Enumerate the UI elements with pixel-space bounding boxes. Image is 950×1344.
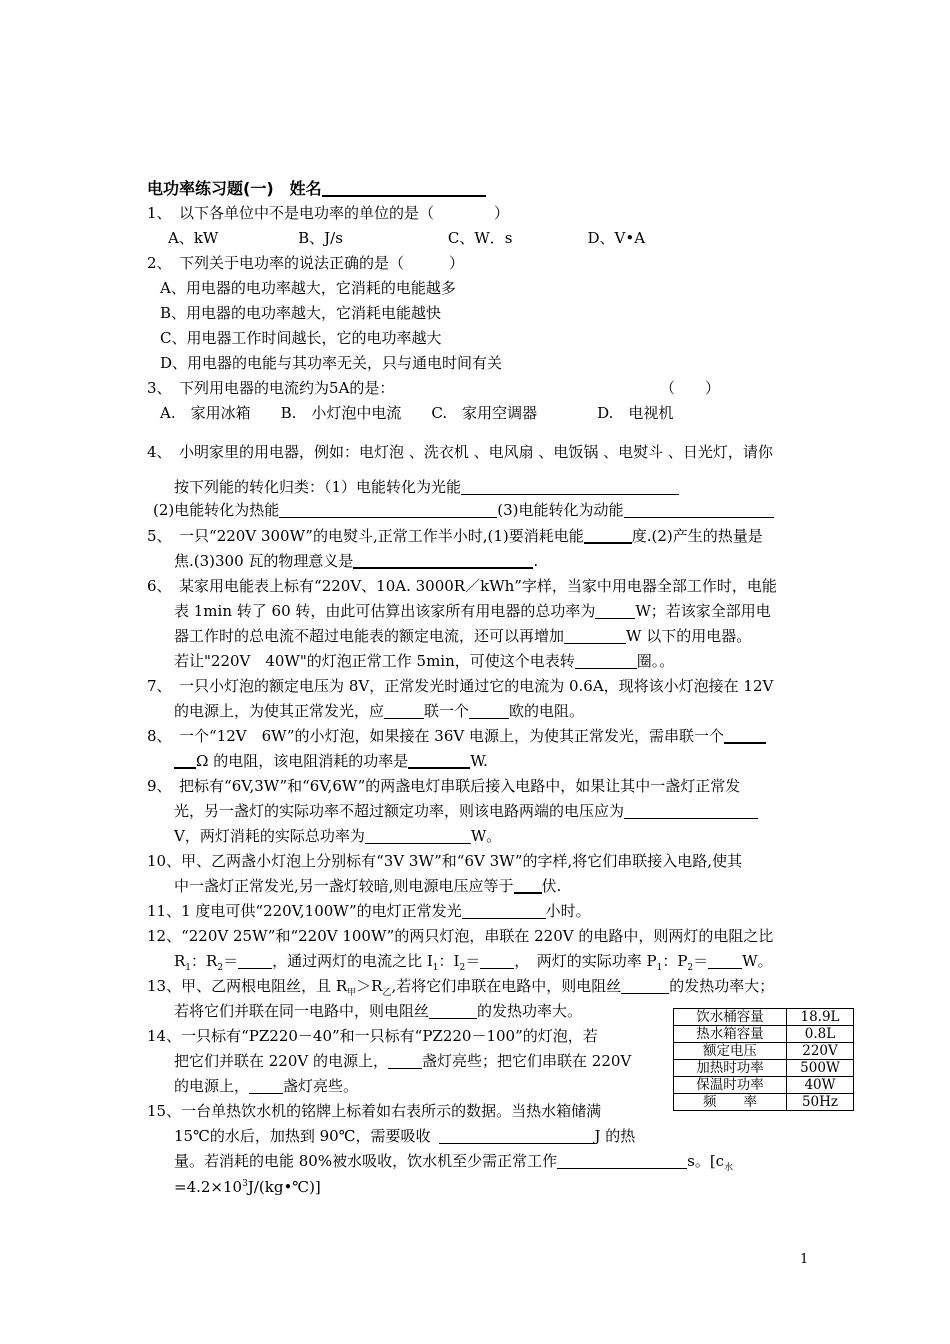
name-blank[interactable] bbox=[322, 179, 486, 197]
answer-blank[interactable] bbox=[557, 1152, 687, 1169]
answer-blank[interactable] bbox=[238, 952, 272, 969]
answer-blank[interactable] bbox=[469, 702, 509, 719]
question-8-line-2: Ω 的电阻，该电阻消耗的功率是 W. bbox=[174, 751, 488, 771]
question-10: 10、甲、乙两盏小灯泡上分别标有“3V 3W”和“6V 3W”的字样,将它们串联接入电路,使其 bbox=[147, 852, 743, 870]
answer-blank[interactable] bbox=[408, 751, 470, 769]
water-dispenser-spec-table bbox=[673, 1008, 854, 1111]
page-title: 电功率练习题(一) 姓名 bbox=[147, 179, 486, 199]
answer-blank[interactable] bbox=[564, 627, 626, 644]
answer-blank[interactable] bbox=[621, 977, 669, 994]
question-12-line-2: $R_1$：$R_2=$ ，通过两灯的电流之比 $I_1$：$I_2=$ ， 两灯的实际功率 $P_1$：$P_2= W$。 bbox=[174, 952, 773, 973]
answer-blank[interactable] bbox=[624, 802, 758, 819]
table-row: 加热时功率 500W bbox=[674, 1060, 854, 1077]
question-4-line-2: 按下列能的转化归类：（1）电能转化为光能 bbox=[174, 477, 679, 497]
question-14-line-2: 把它们并联在 220V 的电源上， 盏灯亮些；把它们串联在 220V bbox=[174, 1052, 632, 1070]
answer-blank[interactable] bbox=[388, 1052, 422, 1069]
question-2: 2、 下列关于电功率的说法正确的是（ ） bbox=[147, 254, 465, 272]
table-row: 保温时功率 40W bbox=[674, 1077, 854, 1094]
question-12: 12、“220V 25W”和“220V 100W”的两只灯泡，串联在 220V 的电路中，则两灯的电阻之比 bbox=[147, 927, 774, 945]
answer-blank[interactable] bbox=[353, 551, 533, 569]
question-7-line-2: 的电源上，为使其正常发光，应 联一个 欧的电阻。 bbox=[174, 702, 585, 720]
question-14-line-3: 的电源上， 盏灯亮些。 bbox=[174, 1077, 359, 1095]
question-15: 15、一台单热饮水机的铭牌上标着如右表所示的数据。当热水箱储满 bbox=[147, 1102, 602, 1120]
question-15-line-3: 量。若消耗的电能 80%被水吸收，饮水机至少需正常工作 s。[$c_水$ bbox=[174, 1152, 734, 1173]
question-6: 6、 某家用电能表上标有“220V、10A. 3000R／kWh”字样，当家中用电器全部工作时，电能 bbox=[147, 577, 777, 595]
question-3-options: A. 家用冰箱 B. 小灯泡中电流 C. 家用空调器 D. 电视机 bbox=[160, 404, 674, 422]
question-8: 8、 一个“12V 6W”的小灯泡，如果接在 36V 电源上，为使其正常发光，需串联一个 bbox=[147, 726, 766, 746]
question-13-line-2: 若将它们并联在同一电路中，则电阻丝 的发热功率大。 bbox=[174, 1002, 583, 1020]
question-2-option-d: D、用电器的电能与其功率无关，只与通电时间有关 bbox=[160, 354, 503, 372]
answer-blank[interactable] bbox=[174, 751, 196, 769]
question-3: 3、 下列用电器的电流约为5A的是： bbox=[147, 379, 395, 397]
answer-blank[interactable] bbox=[365, 827, 471, 844]
table-row: 额定电压 220V bbox=[674, 1043, 854, 1060]
question-6-line-3: 器工作时的总电流不超过电能表的额定电流，还可以再增加 W 以下的用电器。 bbox=[174, 627, 752, 645]
table-row: 热水箱容量 0.8L bbox=[674, 1026, 854, 1043]
answer-blank[interactable] bbox=[514, 876, 542, 894]
question-15-line-4: $=4.2\times 10^3J/(kg•℃)$] bbox=[174, 1178, 321, 1196]
question-1-options: A、kW B、J/s C、W．s D、V•A bbox=[168, 229, 646, 247]
answer-blank[interactable] bbox=[249, 1077, 283, 1094]
question-9-line-2: 光，另一盏灯的实际功率不超过额定功率，则该电路两端的电压应为 bbox=[174, 801, 758, 821]
answer-blank[interactable] bbox=[724, 726, 766, 744]
answer-blank[interactable] bbox=[384, 702, 424, 719]
table-row: 频 率 50Hz bbox=[674, 1094, 854, 1111]
answer-blank[interactable] bbox=[462, 902, 546, 919]
question-2-option-b: B、用电器的电功率越大，它消耗电能越快 bbox=[160, 304, 442, 322]
question-6-line-2: 表 1min 转了 60 转，由此可估算出该家所有用电器的总功率为 W；若该家全部用电 bbox=[174, 602, 771, 620]
question-3-answer-bracket: （ ） bbox=[660, 379, 721, 397]
question-14: 14、一只标有“PZ220－40”和一只标有“PZ220－100”的灯泡，若 bbox=[147, 1027, 598, 1045]
answer-blank[interactable] bbox=[575, 652, 637, 669]
question-4: 4、 小明家里的用电器，例如：电灯泡 、洗衣机 、电风扇 、电饭锅 、电熨斗 、日光灯，请你 bbox=[147, 443, 773, 461]
answer-blank[interactable] bbox=[584, 526, 632, 544]
question-9: 9、 把标有“6V,3W”和“6V,6W”的两盏电灯串联后接入电路中，如果让其中一盏灯正常发 bbox=[147, 777, 741, 795]
question-11: 11、1 度电可供“220V,100W”的电灯正常发光 小时。 bbox=[147, 902, 591, 920]
question-4-line-3: (2)电能转化为热能 (3)电能转化为动能 bbox=[153, 500, 774, 520]
answer-blank[interactable] bbox=[429, 1002, 477, 1019]
question-5: 5、 一只“220V 300W”的电熨斗,正常工作半小时,(1)要消耗电能 度.(2)产生的热量是 bbox=[147, 527, 763, 545]
answer-blank[interactable] bbox=[461, 478, 679, 495]
question-2-option-c: C、用电器工作时间越长，它的电功率越大 bbox=[160, 329, 442, 347]
table-row: 饮水桶容量 18.9L bbox=[674, 1009, 854, 1026]
answer-blank[interactable] bbox=[595, 602, 635, 619]
question-13: 13、甲、乙两根电阻丝，且 $R_甲>R_乙$,若将它们串联在电路中，则电阻丝 的发热功率大； bbox=[147, 977, 775, 998]
question-9-line-3: V，两灯消耗的实际总功率为 W。 bbox=[174, 827, 502, 845]
answer-blank[interactable] bbox=[439, 1127, 595, 1144]
answer-blank[interactable] bbox=[279, 501, 497, 518]
question-5-line-2: 焦.(3)300 瓦的物理意义是 . bbox=[174, 552, 539, 570]
question-10-line-2: 中一盏灯正常发光,另一盏灯较暗,则电源电压应等于 伏. bbox=[174, 877, 562, 895]
question-15-line-2: 15℃的水后，加热到 90℃，需要吸收 J 的热 bbox=[174, 1127, 636, 1145]
question-1: 1、 以下各单位中不是电功率的单位的是（ ） bbox=[147, 204, 510, 222]
question-6-line-4: 若让"220V 40W"的灯泡正常工作 5min，可使这个电表转 圈。。 bbox=[174, 652, 675, 670]
question-7: 7、 一只小灯泡的额定电压为 8V，正常发光时通过它的电流为 0.6A，现将该小灯泡接在 12V bbox=[147, 677, 774, 695]
question-2-option-a: A、用电器的电功率越大，它消耗的电能越多 bbox=[160, 279, 456, 297]
answer-blank[interactable] bbox=[708, 952, 742, 969]
page-number: 1 bbox=[800, 1252, 809, 1267]
answer-blank[interactable] bbox=[480, 952, 514, 969]
answer-blank[interactable] bbox=[624, 501, 774, 518]
